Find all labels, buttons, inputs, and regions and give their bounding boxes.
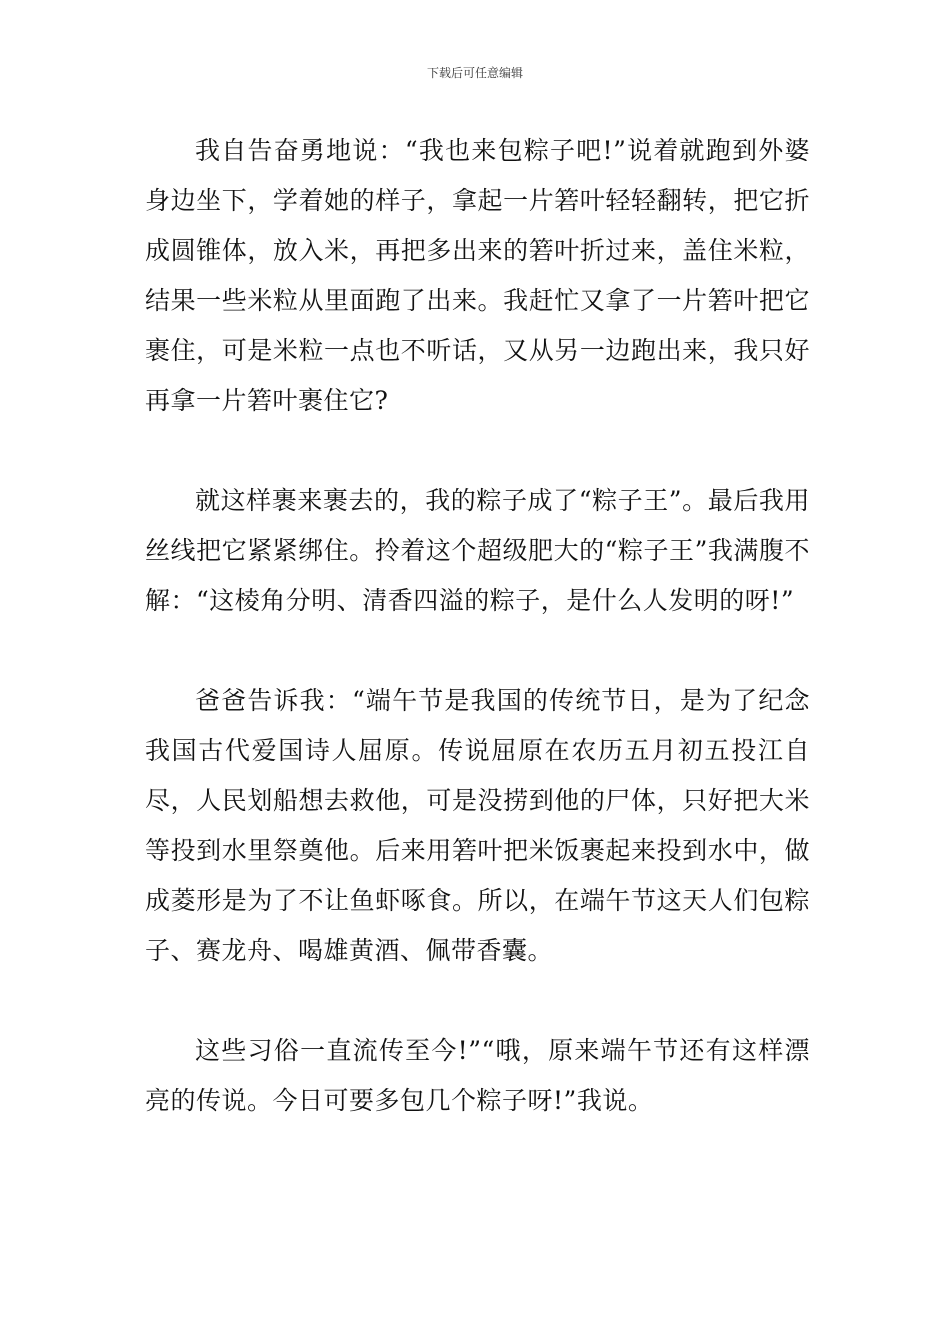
paragraph-gap: [145, 626, 810, 676]
paragraph-4: 这些习俗一直流传至今!”“哦，原来端午节还有这样漂亮的传说。今日可要多包几个粽子呀!”我说。: [145, 1036, 810, 1115]
paragraph-gap: [145, 976, 810, 1026]
paragraph-1: 我自告奋勇地说：“我也来包粽子吧!”说着就跑到外婆身边坐下，学着她的样子，拿起一片箬叶轻轻翻转，把它折成圆锥体，放入米，再把多出来的箬叶折过来，盖住米粒，结果一些米粒从里面跑了出来。我赶忙又拿了一片箬叶把它裹住，可是米粒一点也不听话，又从另一边跑出来，我只好再拿一片箬叶裹住它?: [145, 136, 810, 415]
paragraph-gap: [145, 426, 810, 476]
page-header: 下载后可任意编辑: [426, 66, 523, 80]
paragraph-3: 爸爸告诉我：“端午节是我国的传统节日，是为了纪念我国古代爱国诗人屈原。传说屈原在农历五月初五投江自尽，人民划船想去救他，可是没捞到他的尸体，只好把大米等投到水里祭奠他。后来用箬叶把米饭裹起来投到水中，做成菱形是为了不让鱼虾啄食。所以，在端午节这天人们包粽子、赛龙舟、喝雄黄酒、佩带香囊。: [145, 686, 810, 965]
paragraph-2: 就这样裹来裹去的，我的粽子成了“粽子王”。最后我用丝线把它紧紧绑住。拎着这个超级肥大的“粽子王”我满腹不解：“这棱角分明、清香四溢的粽子，是什么人发明的呀!”: [145, 486, 810, 615]
document-body: [145, 126, 810, 1126]
